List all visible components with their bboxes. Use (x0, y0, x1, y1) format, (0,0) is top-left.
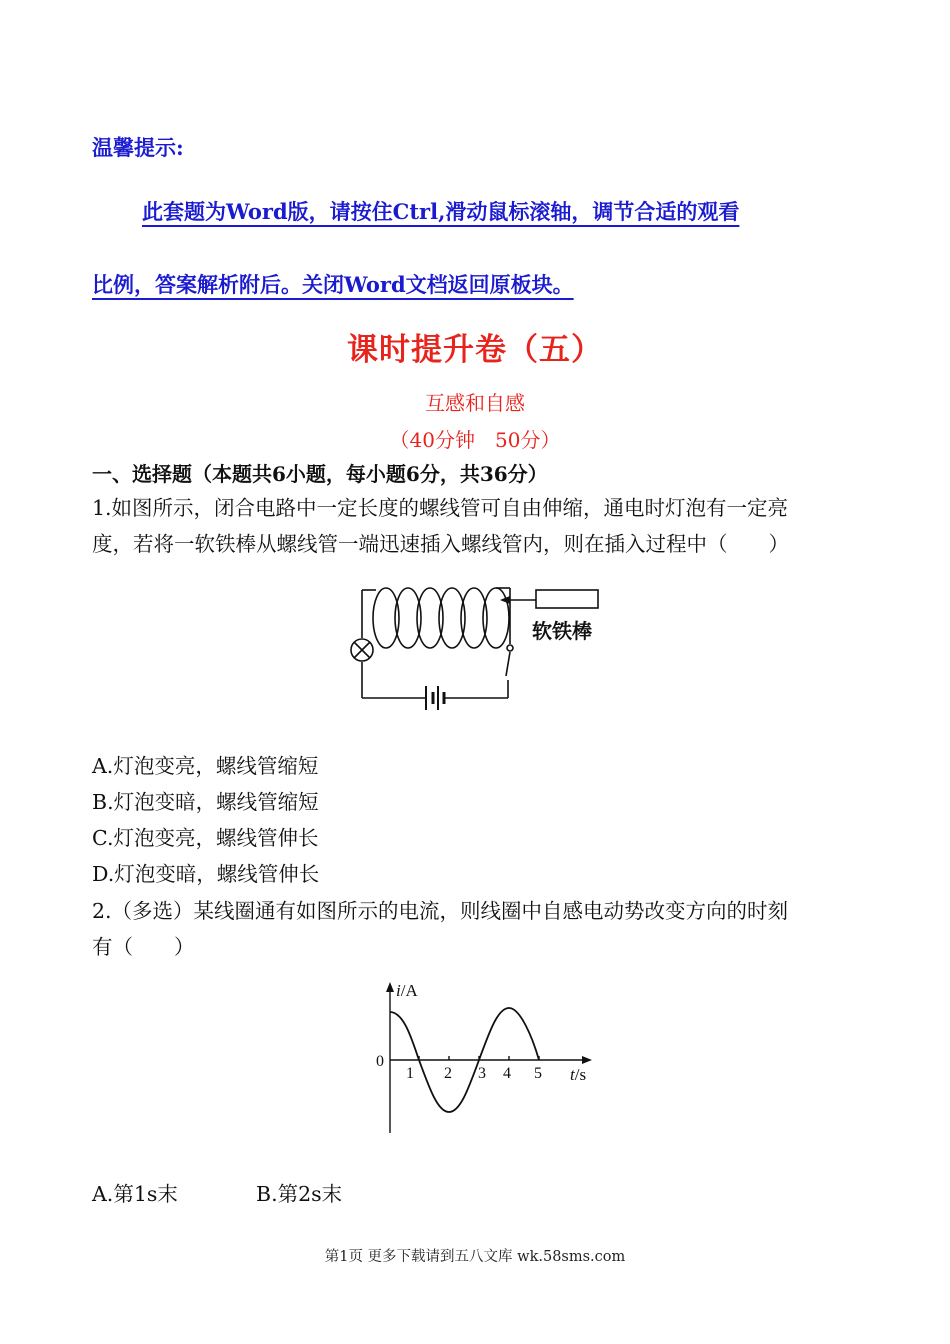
solenoid-coil (373, 588, 509, 648)
page-footer: 第1页 更多下载请到五八文库 wk.58sms.com (324, 1249, 626, 1265)
doc-time-score: （40分钟 50分） (389, 428, 561, 452)
svg-text:t/s (570, 1065, 586, 1084)
q2-stem-line-2: 有（ ） (92, 935, 195, 959)
tick-label-3: 3 (478, 1065, 486, 1082)
section-heading: 一、选择题（本题共6小题，每小题6分，共36分） (92, 462, 548, 486)
svg-text:i/A (396, 981, 418, 1000)
q2-option-b[interactable]: B.第2s末 (256, 1182, 343, 1206)
tick-label-1: 1 (406, 1065, 414, 1082)
doc-subtitle: 互感和自感 (425, 391, 525, 415)
doc-title: 课时提升卷（五） (347, 332, 603, 368)
q1-circuit-figure (340, 572, 630, 722)
y-label-unit: /A (400, 981, 418, 1000)
rod-label: 软铁棒 (532, 621, 592, 643)
q2-stem-line-1: 2.（多选）某线圈通有如图所示的电流，则线圈中自感电动势改变方向的时刻 (92, 899, 789, 923)
q1-option-d[interactable]: D.灯泡变暗，螺线管伸长 (92, 862, 320, 886)
tip-line-2[interactable]: 比例，答案解析附后。关闭Word文档返回原板块。 (92, 272, 574, 297)
x-label-var: t (570, 1065, 575, 1084)
y-label-var: i (396, 981, 401, 1000)
q1-option-c[interactable]: C.灯泡变亮，螺线管伸长 (92, 826, 319, 850)
tick-label-5: 5 (534, 1065, 542, 1082)
x-label-unit: /s (574, 1065, 587, 1084)
tip-heading: 温馨提示: (92, 135, 184, 160)
origin-label: 0 (376, 1053, 384, 1070)
tip-line-1[interactable]: 此套题为Word版，请按住Ctrl,滑动鼠标滚轴，调节合适的观看 (142, 199, 740, 224)
q1-option-b[interactable]: B.灯泡变暗，螺线管缩短 (92, 790, 319, 814)
tick-label-2: 2 (444, 1065, 452, 1082)
tick-label-4: 4 (503, 1065, 511, 1082)
q2-option-a[interactable]: A.第1s末 (92, 1182, 178, 1206)
soft-iron-rod (536, 590, 598, 608)
q1-stem-line-1: 1.如图所示，闭合电路中一定长度的螺线管可自由伸缩，通电时灯泡有一定亮 (92, 496, 789, 520)
q1-stem-line-2: 度，若将一软铁棒从螺线管一端迅速插入螺线管内，则在插入过程中（ ） (92, 532, 789, 556)
q2-current-graph (360, 978, 600, 1138)
q1-option-a[interactable]: A.灯泡变亮，螺线管缩短 (92, 754, 319, 778)
